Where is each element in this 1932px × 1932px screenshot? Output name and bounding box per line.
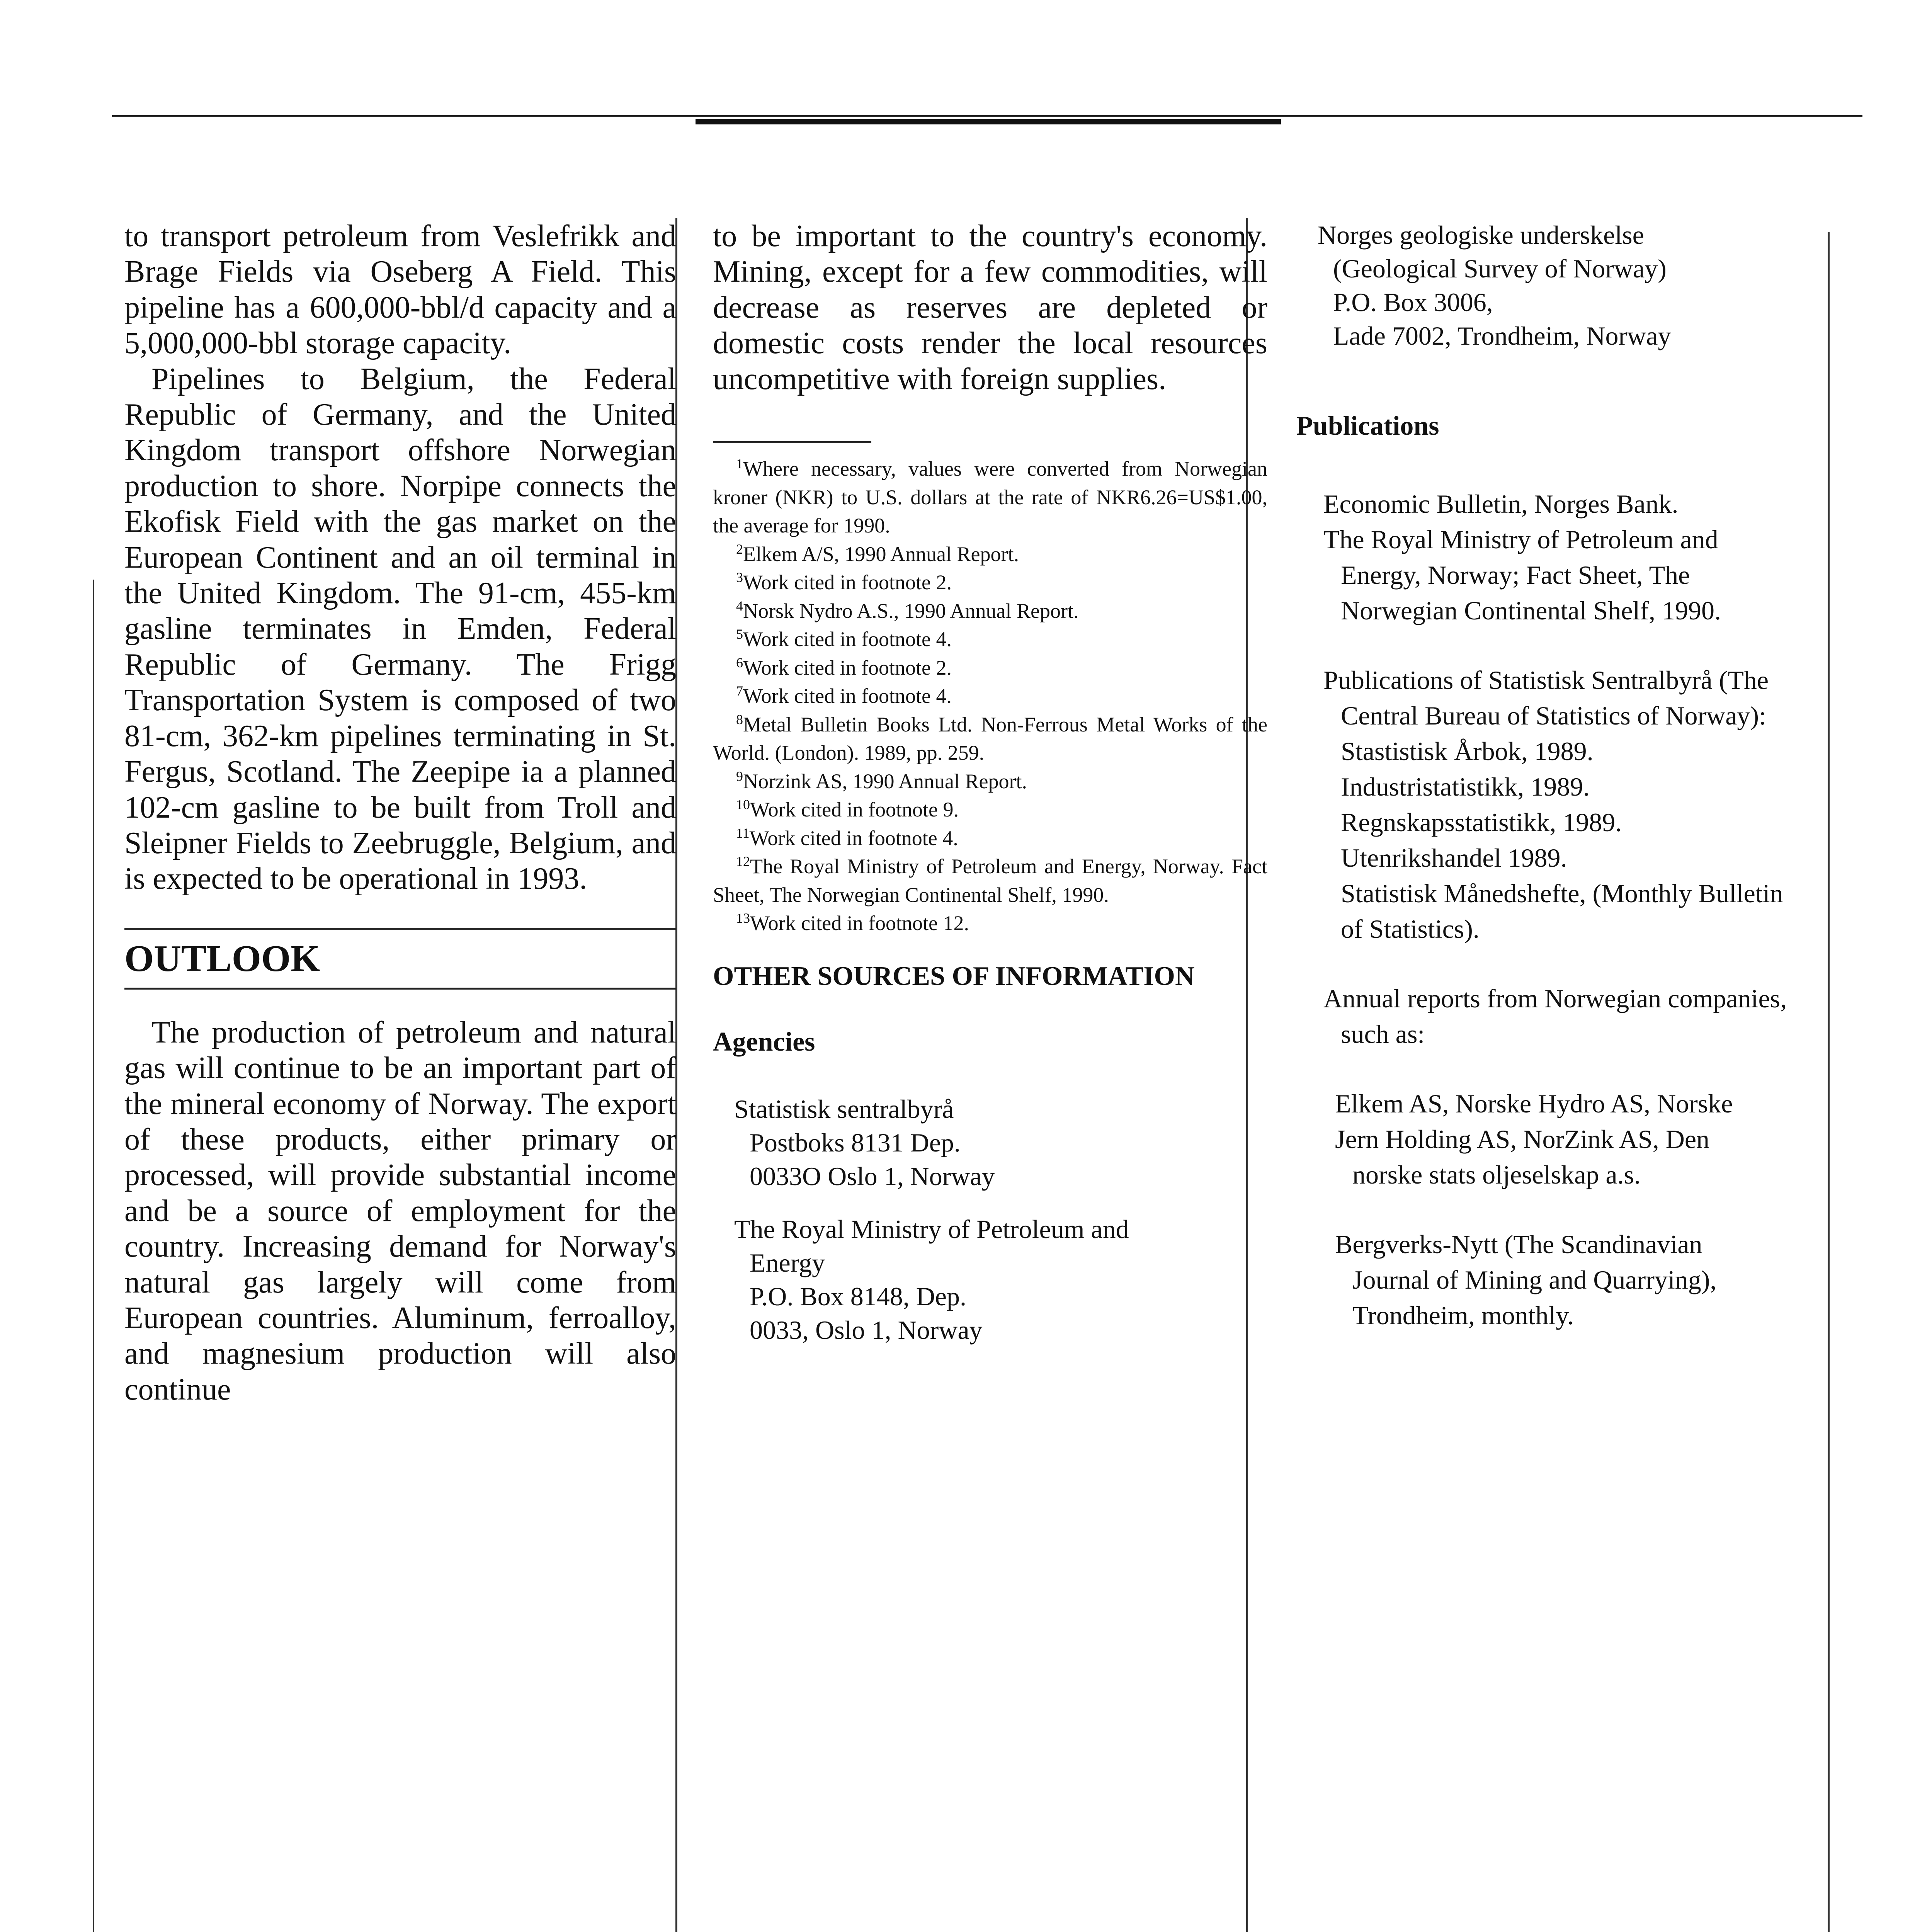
paragraph-veslefrikk: to transport petroleum from Veslefrikk and Brage Fields via Oseberg A Field. This pipeline has a 600,000-bbl/d capacity and a 5,000,000-bbl storage capacity. [124,219,676,361]
footnote-rule [713,441,871,443]
header-rule-thick [696,119,1281,124]
agency-statistisk: Statistisk sentralbyrå Postboks 8131 Dep. 0033O Oslo 1, Norway [734,1094,995,1191]
footnote-8: $^8$Metal Bulletin Books Ltd. Non-Ferrous Metal Works of the World. (London). 1989, pp. 259. [713,711,1267,765]
footnote-6: $^6$Work cited in footnote 2. [736,655,952,679]
paragraph-outlook: The production of petroleum and natural gas will continue to be an important part of the mineral economy of Norway. The export of these products, either primary or processed, will provide substantial income and be a source of employment for the country. Increasing demand for Norway's natural gas largely will come from European countries. Aluminum, ferroalloy, and magnesium production will also continue [124,1015,676,1406]
footnote-7: $^7$Work cited in footnote 4. [736,683,952,708]
agency-ministry: The Royal Ministry of Petroleum and Energy P.O. Box 8148, Dep. 0033, Oslo 1, Norway [734,1214,1129,1345]
publication-group-4: Elkem AS, Norske Hydro AS, Norske Jern Holding AS, NorZink AS, Den norske stats oljeselskap a.s. [1335,1089,1733,1189]
column-2 [713,218,1267,1347]
column-3 [1296,218,1845,1333]
column-1 [124,218,676,1407]
footnote-9: $^9$Norzink AS, 1990 Annual Report. [736,768,1027,793]
footnote-5: $^5$Work cited in footnote 4. [736,626,952,651]
outlook-heading: OUTLOOK [124,937,320,980]
agency-geological-survey: Norges geologiske underskelse (Geological Survey of Norway) P.O. Box 3006, Lade 7002, Trondheim, Norway [1318,220,1671,350]
paragraph-pipelines: Pipelines to Belgium, the Federal Republic of Germany, and the United Kingdom transport offshore Norwegian production to shore. Norpipe connects the Ekofisk Field with the gas market on the European Continent and an oil terminal in the United Kingdom. The 91-cm, 455-km gasline terminates in Emden, Federal Republic of Germany. The Frigg Transportation System is composed of two 81-cm, 362-km pipelines terminating in St. Fergus, Scotland. The Zeepipe ia a planned 102-cm gasline to be built from Troll and Sleipner Fields to Zeebruggle, Belgium, and is expected to be operational in 1993. [124,362,676,896]
publication-group-3: Annual reports from Norwegian companies, such as: [1323,984,1787,1049]
footnote-1: $^1$Where necessary, values were converted from Norwegian kroner (NKR) to U.S. dollars at the rate of NKR6.26=US$1.00, the average for 1990. [713,456,1267,537]
footnote-4: $^4$Norsk Nydro A.S., 1990 Annual Report. [736,598,1079,622]
publications-heading: Publications [1296,411,1439,441]
publication-group-5: Bergverks-Nytt (The Scandinavian Journal of Mining and Quarrying), Trondheim, monthly. [1335,1230,1717,1330]
footnote-11: $^{11}$Work cited in footnote 4. [736,825,958,850]
footnote-2: $^2$Elkem A/S, 1990 Annual Report. [736,541,1019,566]
header-rule [112,115,1862,117]
other-sources-heading: OTHER SOURCES OF INFORMATION [713,961,1195,991]
footnote-10: $^{10}$Work cited in footnote 9. [736,797,959,821]
column-divider-left [93,580,94,1932]
publication-group-2: Publications of Statistisk Sentralbyrå (The Central Bureau of Statistics of Norway): Stastistisk Årbok, 1989. Industristatistikk, 1989. Regnskapsstatistikk, 1989. Utenrikshandel 1989. Statistisk Månedshefte, (Monthly Bulletin of Statistics). [1323,665,1783,944]
footnotes [713,455,1267,938]
publication-group-1: Economic Bulletin, Norges Bank. The Royal Ministry of Petroleum and Energy, Norway; Fact Sheet, The Norwegian Continental Shelf, 1990. [1323,489,1721,625]
footnote-12: $^{12}$The Royal Ministry of Petroleum and Energy, Norway. Fact Sheet, The Norwegian Continental Shelf, 1990. [713,854,1267,906]
paragraph-continuation: to be important to the country's economy. Mining, except for a few commodities, will decrease as reserves are depleted or domestic costs render the local resources uncompetitive with foreign supplies. [713,219,1267,396]
footnote-13: $^{13}$Work cited in footnote 12. [736,910,969,935]
footnote-3: $^3$Work cited in footnote 2. [736,570,952,594]
agencies-heading: Agencies [713,1027,815,1057]
